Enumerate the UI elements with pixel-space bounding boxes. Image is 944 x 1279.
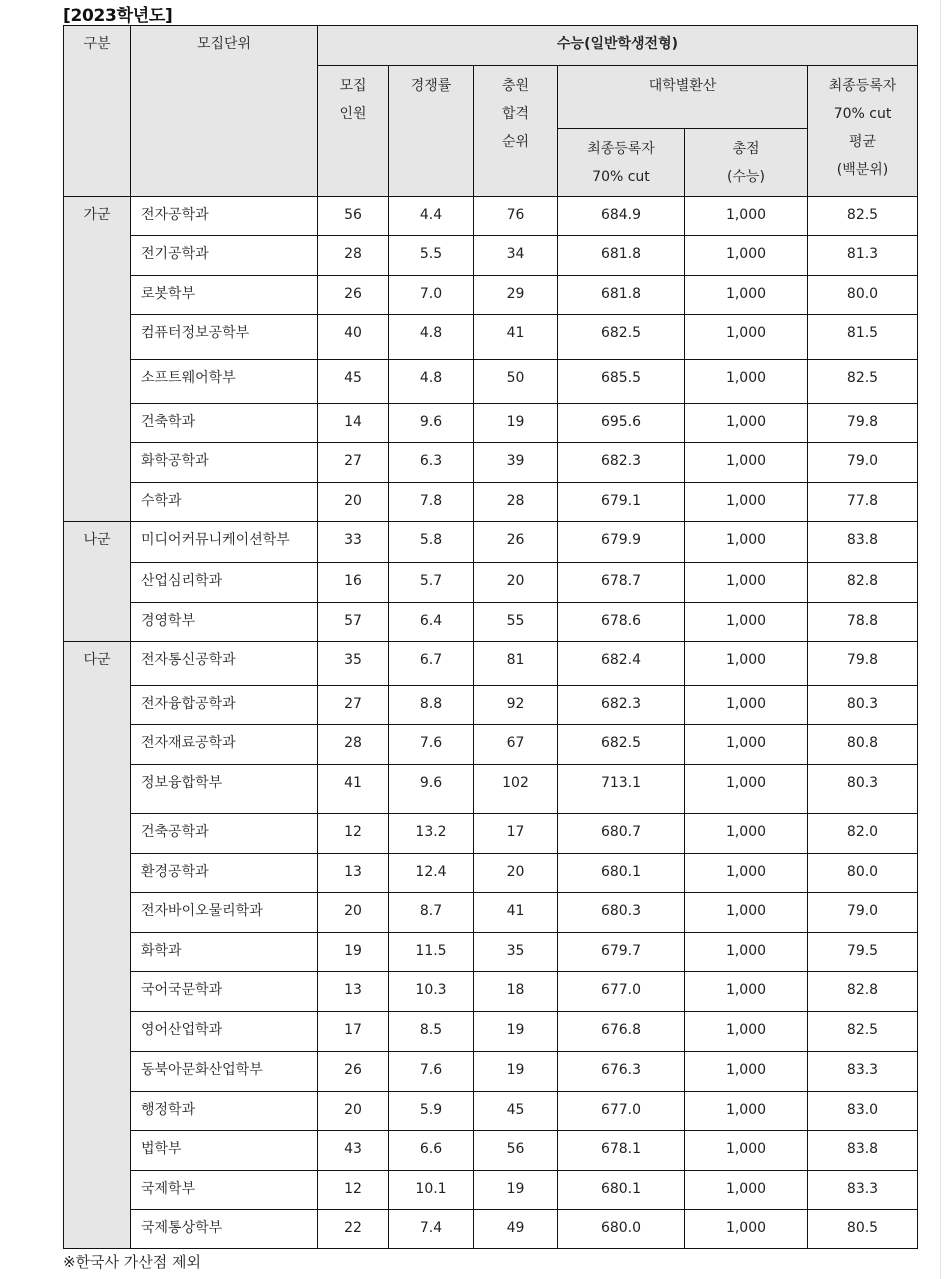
total-cell: 1,000 [685,854,808,893]
unit-cell: 국제학부 [131,1171,318,1210]
competition-cell: 4.8 [389,315,474,360]
header-total: 총점 (수능) [685,129,808,197]
rank-cell: 76 [474,197,558,236]
recruit-cell: 27 [318,686,389,725]
total-cell: 1,000 [685,1092,808,1131]
percentile-cell: 83.8 [808,1131,918,1171]
total-cell: 1,000 [685,1171,808,1210]
recruit-cell: 28 [318,725,389,765]
percentile-cell: 81.5 [808,315,918,360]
unit-cell: 화학공학과 [131,443,318,483]
final-cut-cell: 682.3 [558,443,685,483]
unit-cell: 건축공학과 [131,814,318,854]
total-cell: 1,000 [685,443,808,483]
percentile-cell: 79.8 [808,404,918,443]
competition-cell: 8.8 [389,686,474,725]
competition-cell: 6.6 [389,1131,474,1171]
rank-cell: 55 [474,603,558,642]
recruit-cell: 22 [318,1210,389,1249]
unit-cell: 국어국문학과 [131,972,318,1012]
recruit-cell: 26 [318,1052,389,1092]
competition-cell: 9.6 [389,765,474,814]
final-cut-cell: 679.9 [558,522,685,563]
rank-cell: 56 [474,1131,558,1171]
recruit-cell: 43 [318,1131,389,1171]
final-cut-cell: 678.1 [558,1131,685,1171]
final-cut-cell: 681.8 [558,236,685,276]
header-track: 수능(일반학생전형) [318,26,918,66]
competition-cell: 5.7 [389,563,474,603]
rank-cell: 39 [474,443,558,483]
header-percentile: 최종등록자 70% cut 평균 (백분위) [808,66,918,197]
rank-cell: 67 [474,725,558,765]
total-cell: 1,000 [685,686,808,725]
percentile-cell: 78.8 [808,603,918,642]
table-row [64,443,918,483]
total-cell: 1,000 [685,933,808,972]
rank-cell: 17 [474,814,558,854]
group-label: 나군 [64,522,131,642]
header-group: 구분 [64,26,131,197]
unit-cell: 미디어커뮤니케이션학부 [131,522,318,563]
rank-cell: 20 [474,854,558,893]
final-cut-cell: 678.7 [558,563,685,603]
table-row [64,1012,918,1052]
rank-cell: 41 [474,893,558,933]
rank-cell: 28 [474,483,558,522]
rank-cell: 35 [474,933,558,972]
recruit-cell: 45 [318,360,389,404]
recruit-cell: 17 [318,1012,389,1052]
table-row [64,315,918,360]
percentile-cell: 80.8 [808,725,918,765]
percentile-cell: 83.3 [808,1171,918,1210]
total-cell: 1,000 [685,522,808,563]
total-cell: 1,000 [685,483,808,522]
final-cut-cell: 682.3 [558,686,685,725]
competition-cell: 7.6 [389,725,474,765]
percentile-cell: 79.0 [808,443,918,483]
page-edge-divider [940,0,941,1279]
unit-cell: 산업심리학과 [131,563,318,603]
unit-cell: 환경공학과 [131,854,318,893]
final-cut-cell: 682.4 [558,642,685,686]
recruit-cell: 12 [318,1171,389,1210]
final-cut-cell: 678.6 [558,603,685,642]
final-cut-cell: 680.1 [558,854,685,893]
percentile-cell: 79.8 [808,642,918,686]
rank-cell: 34 [474,236,558,276]
table-row [64,686,918,725]
recruit-cell: 33 [318,522,389,563]
table-row [64,563,918,603]
rank-cell: 19 [474,1012,558,1052]
table-row [64,236,918,276]
recruit-cell: 20 [318,1092,389,1131]
table-row [64,360,918,404]
rank-cell: 102 [474,765,558,814]
final-cut-cell: 680.7 [558,814,685,854]
competition-cell: 6.7 [389,642,474,686]
total-cell: 1,000 [685,360,808,404]
percentile-cell: 77.8 [808,483,918,522]
unit-cell: 전자재료공학과 [131,725,318,765]
recruit-cell: 40 [318,315,389,360]
table-row [64,404,918,443]
total-cell: 1,000 [685,315,808,360]
table-row [64,1131,918,1171]
table-row [64,642,918,686]
total-cell: 1,000 [685,972,808,1012]
unit-cell: 법학부 [131,1131,318,1171]
competition-cell: 10.3 [389,972,474,1012]
competition-cell: 6.3 [389,443,474,483]
rank-cell: 19 [474,1171,558,1210]
unit-cell: 전자통신공학과 [131,642,318,686]
unit-cell: 행정학과 [131,1092,318,1131]
percentile-cell: 80.3 [808,686,918,725]
rank-cell: 19 [474,1052,558,1092]
competition-cell: 8.7 [389,893,474,933]
recruit-cell: 35 [318,642,389,686]
header-converted: 대학별환산 [558,66,808,129]
percentile-cell: 79.0 [808,893,918,933]
table-row [64,765,918,814]
unit-cell: 전자바이오물리학과 [131,893,318,933]
header-rank: 충원 합격 순위 [474,66,558,197]
percentile-cell: 82.5 [808,197,918,236]
page-title: [2023학년도] [63,6,173,26]
table-row [64,522,918,563]
final-cut-cell: 680.3 [558,893,685,933]
recruit-cell: 12 [318,814,389,854]
rank-cell: 81 [474,642,558,686]
total-cell: 1,000 [685,1012,808,1052]
competition-cell: 7.6 [389,1052,474,1092]
rank-cell: 19 [474,404,558,443]
competition-cell: 5.9 [389,1092,474,1131]
rank-cell: 41 [474,315,558,360]
percentile-cell: 82.5 [808,1012,918,1052]
table-row [64,1210,918,1249]
total-cell: 1,000 [685,765,808,814]
header-recruit: 모집 인원 [318,66,389,197]
rank-cell: 26 [474,522,558,563]
unit-cell: 전기공학과 [131,236,318,276]
unit-cell: 수학과 [131,483,318,522]
unit-cell: 화학과 [131,933,318,972]
unit-cell: 정보융합학부 [131,765,318,814]
unit-cell: 영어산업학과 [131,1012,318,1052]
table-row [64,933,918,972]
rank-cell: 20 [474,563,558,603]
total-cell: 1,000 [685,1052,808,1092]
percentile-cell: 82.8 [808,563,918,603]
percentile-cell: 80.0 [808,854,918,893]
percentile-cell: 83.8 [808,522,918,563]
final-cut-cell: 676.8 [558,1012,685,1052]
rank-cell: 45 [474,1092,558,1131]
unit-cell: 소프트웨어학부 [131,360,318,404]
total-cell: 1,000 [685,642,808,686]
group-label: 다군 [64,642,131,1249]
competition-cell: 9.6 [389,404,474,443]
final-cut-cell: 681.8 [558,276,685,315]
table-row [64,1171,918,1210]
unit-cell: 국제통상학부 [131,1210,318,1249]
recruit-cell: 14 [318,404,389,443]
percentile-cell: 82.8 [808,972,918,1012]
table-row [64,197,918,236]
table-row [64,854,918,893]
table-row [64,483,918,522]
table-row [64,603,918,642]
total-cell: 1,000 [685,236,808,276]
percentile-cell: 82.0 [808,814,918,854]
recruit-cell: 41 [318,765,389,814]
competition-cell: 10.1 [389,1171,474,1210]
total-cell: 1,000 [685,814,808,854]
recruit-cell: 27 [318,443,389,483]
table-row [64,725,918,765]
competition-cell: 13.2 [389,814,474,854]
total-cell: 1,000 [685,603,808,642]
total-cell: 1,000 [685,563,808,603]
final-cut-cell: 695.6 [558,404,685,443]
footnote: ※한국사 가산점 제외 [63,1253,202,1271]
total-cell: 1,000 [685,1131,808,1171]
recruit-cell: 20 [318,483,389,522]
final-cut-cell: 682.5 [558,725,685,765]
percentile-cell: 79.5 [808,933,918,972]
rank-cell: 50 [474,360,558,404]
final-cut-cell: 680.1 [558,1171,685,1210]
final-cut-cell: 680.0 [558,1210,685,1249]
header-unit: 모집단위 [131,26,318,197]
rank-cell: 92 [474,686,558,725]
unit-cell: 동북아문화산업학부 [131,1052,318,1092]
table-row [64,276,918,315]
recruit-cell: 57 [318,603,389,642]
recruit-cell: 16 [318,563,389,603]
competition-cell: 5.5 [389,236,474,276]
competition-cell: 7.4 [389,1210,474,1249]
final-cut-cell: 676.3 [558,1052,685,1092]
final-cut-cell: 679.7 [558,933,685,972]
final-cut-cell: 685.5 [558,360,685,404]
percentile-cell: 83.0 [808,1092,918,1131]
recruit-cell: 20 [318,893,389,933]
recruit-cell: 26 [318,276,389,315]
competition-cell: 4.4 [389,197,474,236]
admission-results-table [63,25,918,1249]
rank-cell: 18 [474,972,558,1012]
final-cut-cell: 677.0 [558,1092,685,1131]
competition-cell: 7.0 [389,276,474,315]
header-competition: 경쟁률 [389,66,474,197]
recruit-cell: 13 [318,854,389,893]
final-cut-cell: 679.1 [558,483,685,522]
unit-cell: 컴퓨터정보공학부 [131,315,318,360]
competition-cell: 5.8 [389,522,474,563]
final-cut-cell: 713.1 [558,765,685,814]
recruit-cell: 19 [318,933,389,972]
total-cell: 1,000 [685,893,808,933]
total-cell: 1,000 [685,725,808,765]
percentile-cell: 80.5 [808,1210,918,1249]
unit-cell: 로봇학부 [131,276,318,315]
competition-cell: 4.8 [389,360,474,404]
table-row [64,972,918,1012]
percentile-cell: 82.5 [808,360,918,404]
percentile-cell: 81.3 [808,236,918,276]
recruit-cell: 28 [318,236,389,276]
competition-cell: 11.5 [389,933,474,972]
competition-cell: 6.4 [389,603,474,642]
table-row [64,893,918,933]
header-final-cut: 최종등록자 70% cut [558,129,685,197]
unit-cell: 경영학부 [131,603,318,642]
total-cell: 1,000 [685,197,808,236]
final-cut-cell: 684.9 [558,197,685,236]
total-cell: 1,000 [685,276,808,315]
final-cut-cell: 682.5 [558,315,685,360]
table-row [64,814,918,854]
recruit-cell: 56 [318,197,389,236]
rank-cell: 49 [474,1210,558,1249]
percentile-cell: 80.3 [808,765,918,814]
competition-cell: 12.4 [389,854,474,893]
group-label: 가군 [64,197,131,522]
competition-cell: 7.8 [389,483,474,522]
recruit-cell: 13 [318,972,389,1012]
competition-cell: 8.5 [389,1012,474,1052]
table-row [64,1052,918,1092]
unit-cell: 건축학과 [131,404,318,443]
unit-cell: 전자융합공학과 [131,686,318,725]
total-cell: 1,000 [685,1210,808,1249]
unit-cell: 전자공학과 [131,197,318,236]
table-row [64,1092,918,1131]
final-cut-cell: 677.0 [558,972,685,1012]
percentile-cell: 80.0 [808,276,918,315]
total-cell: 1,000 [685,404,808,443]
rank-cell: 29 [474,276,558,315]
percentile-cell: 83.3 [808,1052,918,1092]
